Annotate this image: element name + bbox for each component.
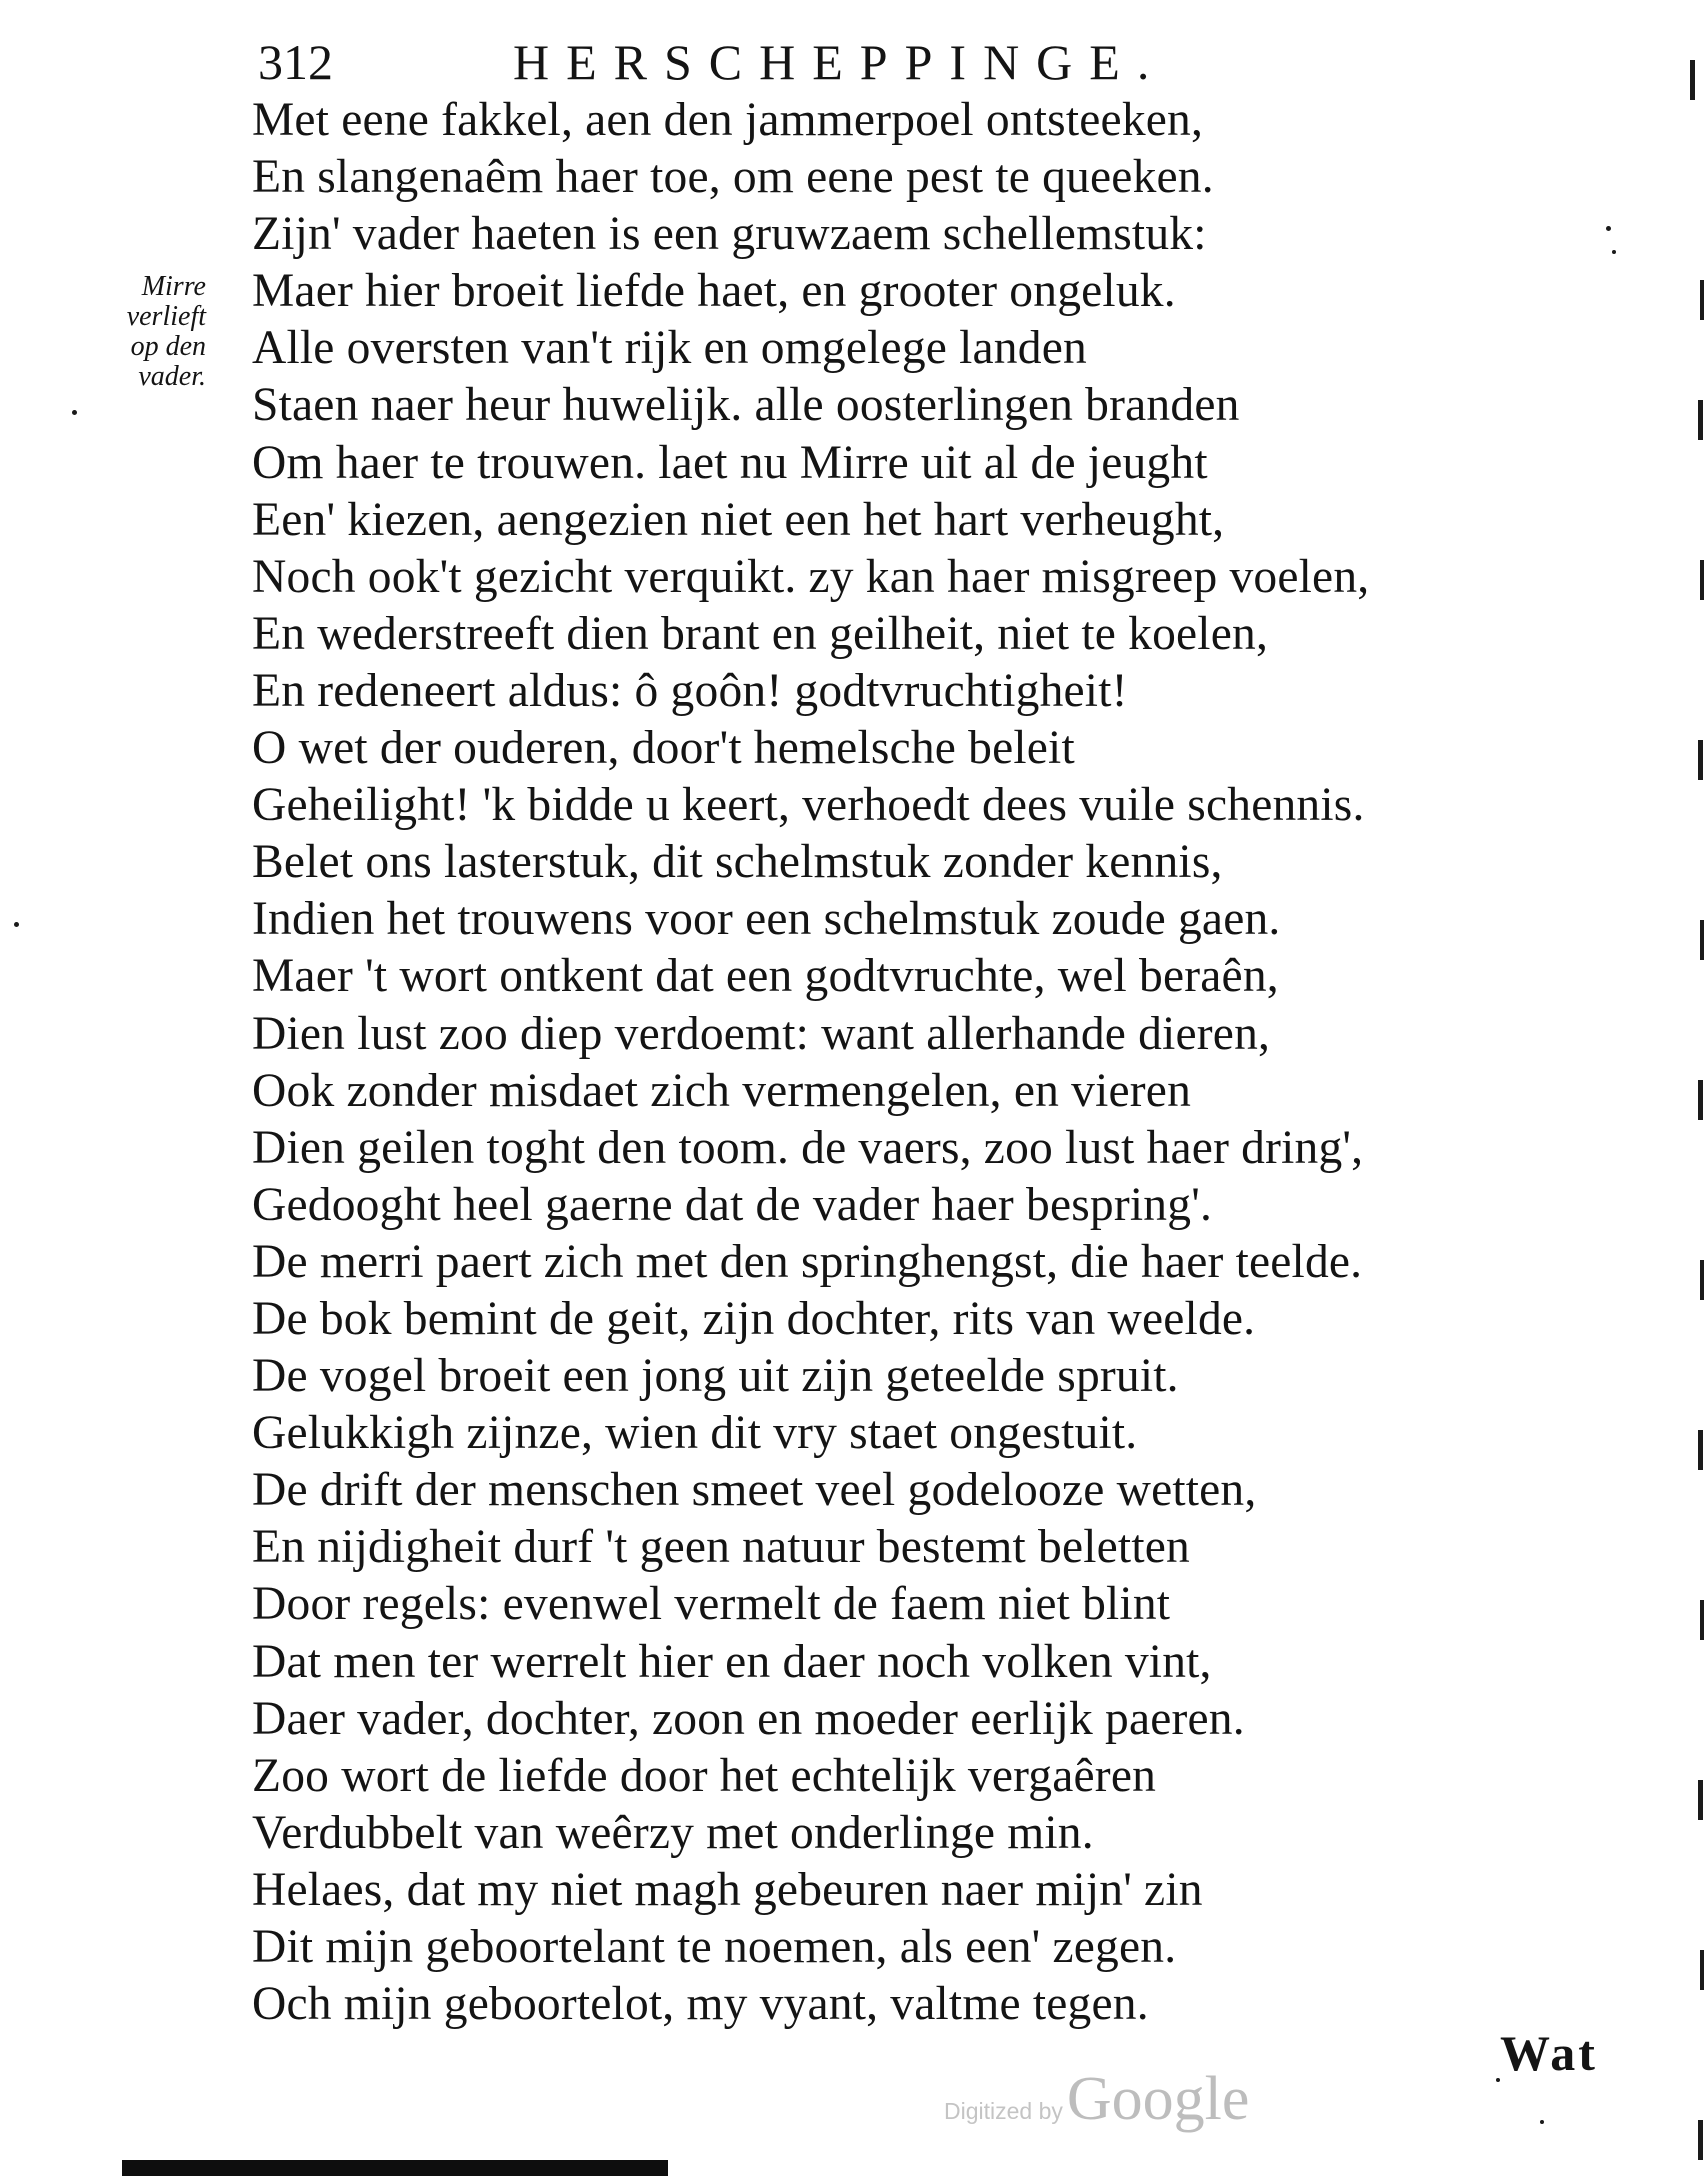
catchword: Wat [1500,2025,1598,2081]
edge-bleed-stroke [1700,280,1704,320]
verse-line: O wet der ouderen, door't hemelsche beleit [252,722,1075,775]
bottom-edge-rule [122,2160,668,2176]
verse-line: Gelukkigh zijnze, wien dit vry staet ongestuit. [252,1407,1138,1460]
verse-line: De bok bemint de geit, zijn dochter, rits van weelde. [252,1292,1256,1345]
marginal-note-line: verlieft [126,301,206,332]
marginal-note-line: Mirre [141,271,206,302]
marginal-note-line: vader. [138,361,206,392]
digitized-watermark [944,2064,1249,2140]
edge-bleed-stroke [1700,1260,1704,1300]
verse-line: Dien geilen toght den toom. de vaers, zoo lust haer dring', [252,1121,1364,1174]
edge-bleed-stroke [1700,560,1704,600]
verse-line: Ook zonder misdaet zich vermengelen, en vieren [252,1064,1192,1117]
verse-line: Maer 't wort ontkent dat een godtvruchte, wel beraên, [252,950,1279,1003]
edge-bleed-stroke [1698,740,1703,780]
verse-line: Geheilight! 'k bidde u keert, verhoedt dees vuile schennis. [252,779,1365,832]
scan-speck [72,410,77,415]
scan-speck [1540,2120,1544,2124]
edge-bleed-stroke [1698,1080,1703,1120]
marginal-note [76,272,206,392]
verse-line: En nijdigheit durf 't geen natuur bestemt beletten [252,1521,1190,1574]
edge-bleed-stroke [1700,920,1704,960]
verse-line: Verdubbelt van weêrzy met onderlinge min. [252,1806,1094,1859]
edge-bleed-stroke [1698,2120,1703,2160]
marginal-note-line: op den [130,331,206,362]
page-header [258,30,1408,94]
verse-line: Gedooght heel gaerne dat de vader haer bespring'. [252,1178,1213,1231]
edge-bleed-stroke [1700,1600,1704,1640]
verse-line: En slangenaêm haer toe, om eene pest te queeken. [252,151,1214,204]
verse-line: Staen naer heur huwelijk. alle oosterlingen branden [252,379,1240,432]
verse-line: Dien lust zoo diep verdoemt: want allerhande dieren, [252,1007,1271,1060]
verse-line: Alle oversten van't rijk en omgelege landen [252,322,1087,375]
scan-speck [1496,2078,1500,2082]
verse-line: Indien het trouwens voor een schelmstuk zoude gaen. [252,893,1281,946]
verse-line: Door regels: evenwel vermelt de faem niet blint [252,1578,1171,1631]
verse-line: En redeneert aldus: ô goôn! godtvruchtigheit! [252,664,1128,717]
verse-line: Och mijn geboortelot, my vyant, valtme tegen. [252,1978,1149,2031]
verse-line: Dat men ter werrelt hier en daer noch volken vint, [252,1635,1212,1688]
watermark-brand: Google [1066,2065,1250,2133]
edge-bleed-stroke [1698,1780,1703,1820]
verse-line: Noch ook't gezicht verquikt. zy kan haer misgreep voelen, [252,550,1370,603]
edge-bleed-stroke [1700,1950,1704,1990]
watermark-prefix: Digitized by [944,2098,1063,2124]
verse-line: Daer vader, dochter, zoon en moeder eerlijk paeren. [252,1692,1245,1745]
page-number: 312 [258,34,333,90]
verse-line: Belet ons lasterstuk, dit schelmstuk zonder kennis, [252,836,1223,889]
poem-text [252,92,1369,2033]
verse-line: Zijn' vader haeten is een gruwzaem schellemstuk: [252,208,1207,261]
verse-line: Met eene fakkel, aen den jammerpoel ontsteeken, [252,94,1204,146]
verse-line: De drift der menschen smeet veel godelooze wetten, [252,1464,1257,1517]
verse-line: Maer hier broeit liefde haet, en grooter ongeluk. [252,265,1176,318]
running-title: HERSCHEPPINGE. [513,34,1167,90]
scan-speck [1612,250,1616,254]
edge-bleed-stroke [1690,60,1695,100]
scan-speck [1606,226,1611,231]
edge-bleed-stroke [1698,400,1703,440]
verse-line: De vogel broeit een jong uit zijn geteelde spruit. [252,1350,1179,1403]
verse-line: Helaes, dat my niet magh gebeuren naer mijn' zin [252,1863,1203,1916]
verse-line: De merri paert zich met den springhengst, die haer teelde. [252,1235,1363,1288]
verse-line: Dit mijn geboortelant te noemen, als een' zegen. [252,1921,1177,1973]
verse-line: En wederstreeft dien brant en geilheit, niet te koelen, [252,607,1269,660]
scan-speck [14,922,19,927]
edge-bleed-stroke [1698,1430,1703,1470]
verse-line: Zoo wort de liefde door het echtelijk vergaêren [252,1749,1157,1802]
verse-line: Een' kiezen, aengezien niet een het hart verheught, [252,493,1225,546]
verse-line: Om haer te trouwen. laet nu Mirre uit al de jeught [252,436,1208,489]
